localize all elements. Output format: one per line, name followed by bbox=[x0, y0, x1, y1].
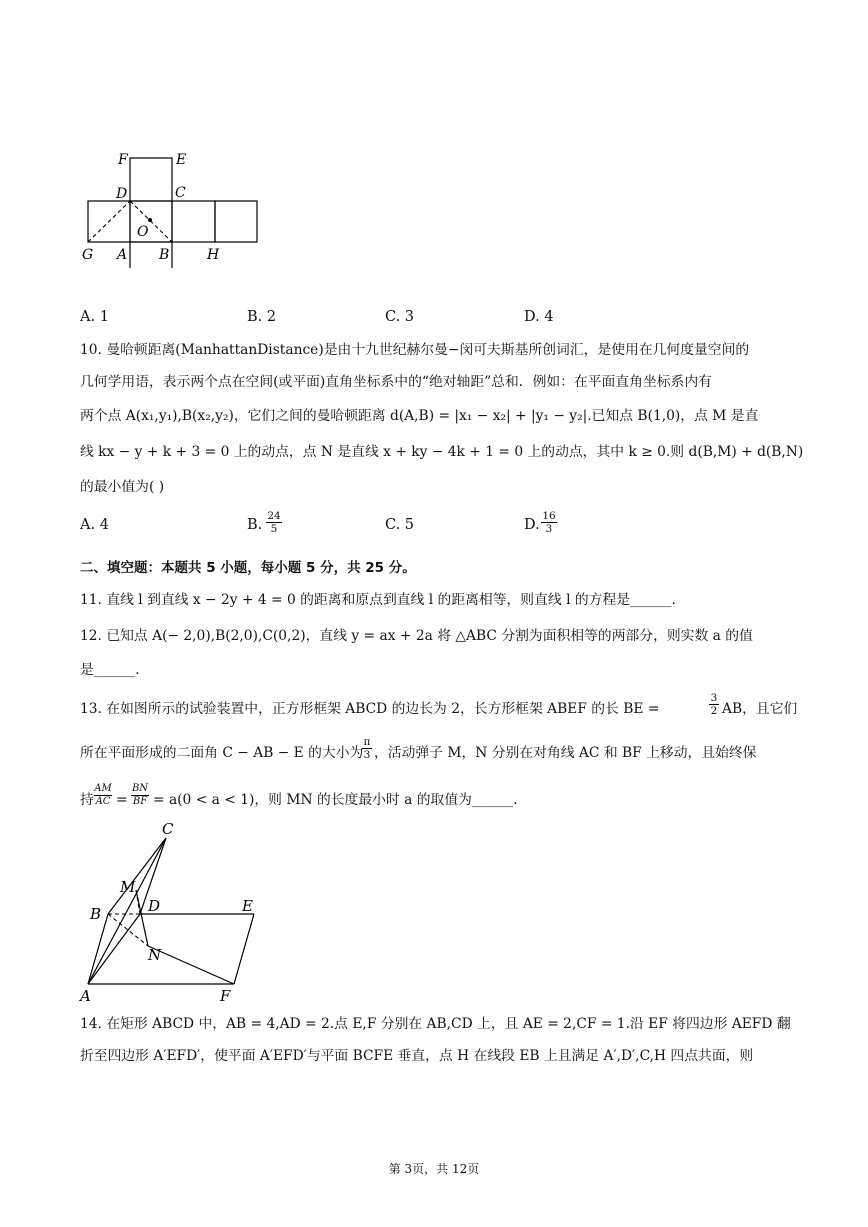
q14-line-2: 折至四边形 A′EFD′，使平面 A′EFD′与平面 BCFE 垂直，点 H 在线段 EB 上且满足 A′,D′,C,H 四点共面，则 bbox=[80, 1048, 754, 1064]
label-O: O bbox=[137, 224, 149, 240]
frac-numerator: 16 bbox=[542, 510, 556, 522]
label-D: D bbox=[148, 897, 161, 915]
label-M: M bbox=[120, 878, 136, 896]
label-H: H bbox=[207, 247, 220, 263]
q10-line-3: 两个点 A(x₁,y₁),B(x₂,y₂)，它们之间的曼哈顿距离 d(A,B) = |x₁ − x₂| + |y₁ − y₂|.已知点 B(1,0)，点 M 是直 bbox=[80, 408, 759, 424]
frac-denominator: AC bbox=[95, 796, 111, 807]
label-F: F bbox=[118, 152, 128, 168]
page-footer: 第 3页，共 12页 bbox=[388, 1162, 480, 1176]
q10-line-5: 的最小值为( ) bbox=[80, 479, 165, 495]
frac-numerator: π bbox=[363, 736, 371, 748]
frac-numerator: 3 bbox=[710, 692, 718, 704]
label-B: B bbox=[90, 905, 102, 923]
q10-line-4: 线 kx − y + k + 3 = 0 上的动点，点 N 是直线 x + ky − 4k + 1 = 0 上的动点，其中 k ≥ 0.则 d(B,M) + d(B,N) bbox=[80, 444, 804, 460]
q10-line-2: 几何学用语，表示两个点在空间(或平面)直角坐标系中的“绝对轴距”总和．例如：在平面直角坐标系内有 bbox=[80, 374, 712, 390]
q10-option-b: B. bbox=[247, 517, 263, 533]
q10-option-b-fraction bbox=[266, 510, 282, 535]
frac-numerator: BN bbox=[131, 783, 149, 794]
dihedral-figure bbox=[74, 818, 274, 1008]
label-A: A bbox=[117, 247, 128, 263]
frac-denominator: 3 bbox=[363, 749, 371, 761]
label-C: C bbox=[162, 820, 174, 838]
frac-denominator: 5 bbox=[270, 523, 278, 535]
q12-line-2: 是______. bbox=[80, 662, 140, 678]
q9-option-c: C. 3 bbox=[385, 309, 415, 325]
q12-line-1: 12. 已知点 A(− 2,0),B(2,0),C(0,2)，直线 y = ax + 2a 将 △ABC 分割为面积相等的两部分，则实数 a 的值 bbox=[80, 628, 753, 644]
q10-option-c: C. 5 bbox=[385, 517, 415, 533]
frac-denominator: 2 bbox=[710, 705, 718, 717]
label-D: D bbox=[116, 186, 128, 202]
frac-denominator: 3 bbox=[545, 523, 553, 535]
label-E: E bbox=[176, 152, 187, 168]
q13-line-1b: AB，且它们 bbox=[722, 701, 798, 717]
section-heading: 二、填空题：本题共 5 小题，每小题 5 分，共 25 分。 bbox=[80, 560, 416, 576]
label-A: A bbox=[80, 987, 91, 1005]
q13-line-1a: 13. 在如图所示的试验装置中，正方形框架 ABCD 的边长为 2，长方形框架 ABEF 的长 BE = bbox=[80, 701, 660, 717]
q10-line-1: 10. 曼哈顿距离(ManhattanDistance)是由十九世纪赫尔曼−闵可夫斯基所创词汇，是使用在几何度量空间的 bbox=[80, 342, 750, 358]
cube-net-figure bbox=[72, 148, 272, 268]
q9-option-b: B. 2 bbox=[247, 309, 277, 325]
q9-option-a: A. 1 bbox=[80, 309, 109, 325]
q13-fraction-am-ac bbox=[94, 783, 112, 808]
label-G: G bbox=[82, 247, 94, 263]
frac-numerator: AM bbox=[94, 783, 112, 794]
q10-option-d: D. bbox=[524, 517, 540, 533]
q13-fraction-pi-3 bbox=[362, 736, 372, 761]
q13-line-2b: ，活动弹子 M，N 分别在对角线 AC 和 BF 上移动，且始终保 bbox=[374, 745, 757, 761]
frac-numerator: 24 bbox=[267, 510, 281, 522]
q10-option-a: A. 4 bbox=[80, 517, 109, 533]
frac-denominator: BF bbox=[132, 796, 148, 807]
q13-line-2a: 所在平面形成的二面角 C − AB − E 的大小为 bbox=[80, 745, 364, 761]
q11-text: 11. 直线 l 到直线 x − 2y + 4 = 0 的距离和原点到直线 l 的距离相等，则直线 l 的方程是______. bbox=[80, 592, 676, 608]
label-E: E bbox=[242, 897, 253, 915]
label-N: N bbox=[148, 946, 162, 964]
q9-option-d: D. 4 bbox=[524, 309, 554, 325]
q13-line-3b: = a(0 < a < 1)，则 MN 的长度最小时 a 的取值为______. bbox=[153, 792, 518, 808]
q13-fraction-bn-bf bbox=[131, 783, 149, 808]
q13-fraction-3-2 bbox=[709, 692, 719, 717]
q13-equals: = bbox=[116, 792, 128, 808]
label-F: F bbox=[220, 987, 231, 1005]
q14-line-1: 14. 在矩形 ABCD 中，AB = 4,AD = 2.点 E,F 分别在 AB,CD 上，且 AE = 2,CF = 1.沿 EF 将四边形 AEFD 翻 bbox=[80, 1016, 791, 1032]
label-C: C bbox=[175, 185, 186, 201]
q13-line-3a: 持 bbox=[80, 792, 94, 808]
q10-option-d-fraction bbox=[541, 510, 557, 535]
label-B: B bbox=[159, 247, 170, 263]
